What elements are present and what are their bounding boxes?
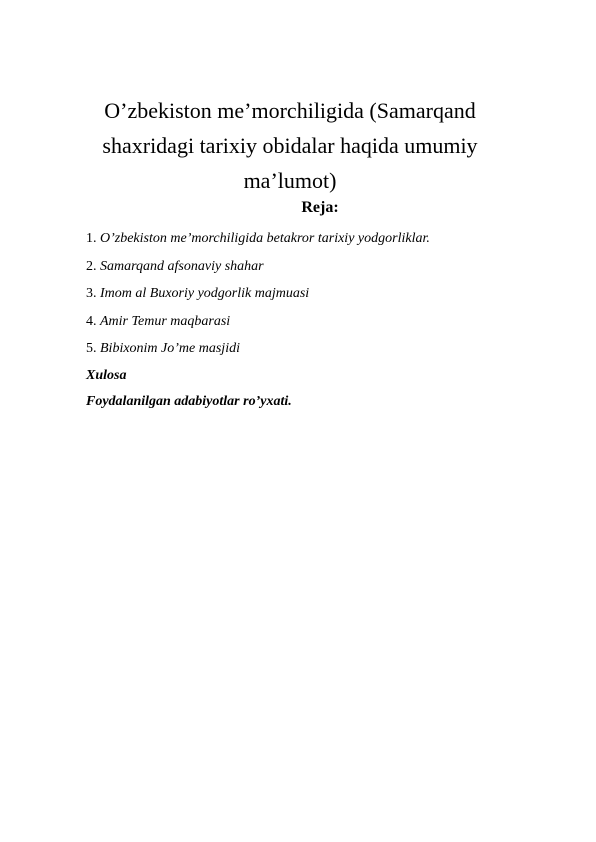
plan-item-text: O’zbekiston me’morchiligida betakror tarixiy yodgorliklar. (100, 231, 430, 246)
references-heading: Foydalanilgan adabiyotlar ro’yxati. (86, 394, 292, 409)
plan-item (86, 308, 566, 336)
plan-heading: Reja: (301, 199, 339, 216)
title-line: O’zbekiston me’morchiligida (Samarqand (104, 97, 476, 123)
plan-item-number: 1. (86, 231, 97, 246)
plan-item-number: 4. (86, 313, 97, 329)
plan-item-text: Bibixonim Jo’me masjidi (100, 341, 240, 356)
plan-item-text: Imom al Buxoriy yodgorlik majmuasi (100, 286, 310, 301)
plan-item (86, 280, 566, 308)
title-line: shaxridagi tarixiy obidalar haqida umumiy (102, 132, 478, 158)
plan-list (86, 225, 566, 363)
plan-item-text: Samarqand afsonaviy shahar (100, 258, 264, 274)
conclusion-heading: Xulosa (86, 368, 127, 383)
title-line: ma’lumot) (243, 167, 337, 193)
plan-item (86, 225, 566, 253)
plan-item (86, 253, 566, 281)
plan-item-number: 2. (86, 258, 97, 274)
plan-item (86, 335, 566, 363)
plan-item-text: Amir Temur maqbarasi (100, 313, 231, 329)
plan-item-number: 5. (86, 341, 97, 356)
document-title (90, 93, 490, 198)
plan-item-number: 3. (86, 286, 97, 301)
